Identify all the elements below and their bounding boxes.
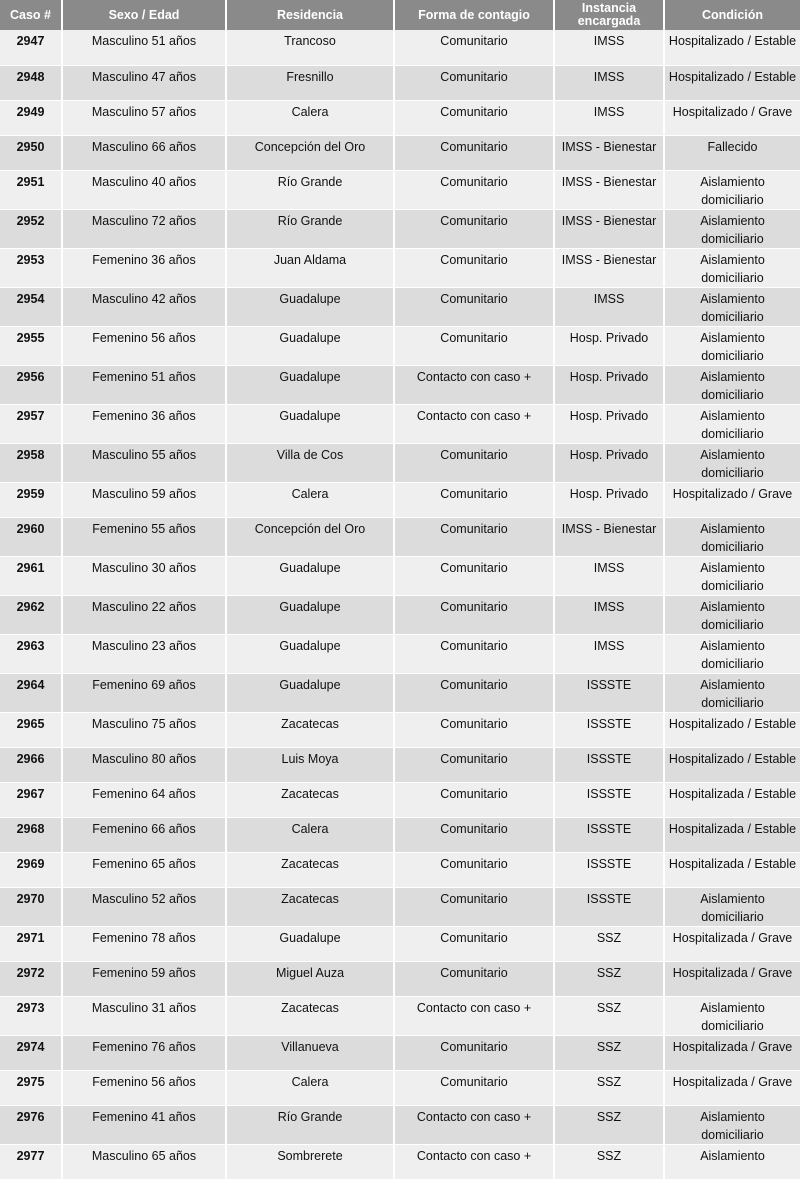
cell-instancia: IMSS - Bienestar [554, 209, 664, 248]
cell-caso: 2970 [0, 887, 62, 926]
cell-instancia: ISSSTE [554, 852, 664, 887]
cell-forma-contagio: Contacto con caso + [394, 1105, 554, 1144]
table-row [0, 673, 800, 712]
cell-forma-contagio: Comunitario [394, 852, 554, 887]
cell-residencia: Calera [226, 1070, 394, 1105]
cell-forma-contagio: Comunitario [394, 135, 554, 170]
cell-forma-contagio: Comunitario [394, 595, 554, 634]
cell-condicion: Aislamiento domiciliario [664, 887, 800, 926]
cell-caso: 2955 [0, 326, 62, 365]
cell-caso: 2963 [0, 634, 62, 673]
cell-condicion: Aislamiento domiciliario [664, 365, 800, 404]
cell-caso: 2967 [0, 782, 62, 817]
header-residencia: Residencia [226, 0, 394, 30]
cell-forma-contagio: Comunitario [394, 1070, 554, 1105]
cell-residencia: Fresnillo [226, 65, 394, 100]
cell-instancia: Hosp. Privado [554, 482, 664, 517]
table-row [0, 30, 800, 65]
cell-sexo-edad: Femenino 41 años [62, 1105, 226, 1144]
cell-forma-contagio: Contacto con caso + [394, 1144, 554, 1179]
table-body [0, 30, 800, 1179]
cell-residencia: Guadalupe [226, 326, 394, 365]
cell-forma-contagio: Contacto con caso + [394, 996, 554, 1035]
cell-residencia: Trancoso [226, 30, 394, 65]
cell-condicion: Hospitalizado / Grave [664, 100, 800, 135]
cell-caso: 2951 [0, 170, 62, 209]
table-row [0, 887, 800, 926]
cell-condicion: Aislamiento domiciliario [664, 595, 800, 634]
cell-residencia: Calera [226, 482, 394, 517]
cell-caso: 2950 [0, 135, 62, 170]
cell-sexo-edad: Femenino 69 años [62, 673, 226, 712]
cell-sexo-edad: Masculino 31 años [62, 996, 226, 1035]
table-row [0, 65, 800, 100]
cell-residencia: Guadalupe [226, 404, 394, 443]
table-row [0, 634, 800, 673]
cell-residencia: Concepción del Oro [226, 517, 394, 556]
cell-caso: 2962 [0, 595, 62, 634]
cell-caso: 2974 [0, 1035, 62, 1070]
table-row [0, 817, 800, 852]
cell-residencia: Calera [226, 100, 394, 135]
cell-instancia: ISSSTE [554, 782, 664, 817]
cell-condicion: Aislamiento domiciliario [664, 209, 800, 248]
cell-caso: 2947 [0, 30, 62, 65]
cell-residencia: Río Grande [226, 170, 394, 209]
cell-condicion: Aislamiento domiciliario [664, 673, 800, 712]
cell-sexo-edad: Masculino 22 años [62, 595, 226, 634]
cell-residencia: Guadalupe [226, 287, 394, 326]
cell-sexo-edad: Masculino 40 años [62, 170, 226, 209]
cell-instancia: Hosp. Privado [554, 326, 664, 365]
cell-condicion: Aislamiento domiciliario [664, 326, 800, 365]
cell-forma-contagio: Comunitario [394, 556, 554, 595]
cell-caso: 2954 [0, 287, 62, 326]
cell-residencia: Zacatecas [226, 996, 394, 1035]
table-row [0, 996, 800, 1035]
table-row [0, 1105, 800, 1144]
cell-residencia: Zacatecas [226, 712, 394, 747]
cell-caso: 2975 [0, 1070, 62, 1105]
cell-condicion: Hospitalizada / Grave [664, 1070, 800, 1105]
cell-residencia: Río Grande [226, 209, 394, 248]
cell-condicion: Aislamiento domiciliario [664, 556, 800, 595]
header-condicion: Condición [664, 0, 800, 30]
cell-condicion: Hospitalizado / Estable [664, 747, 800, 782]
cell-instancia: IMSS [554, 556, 664, 595]
cell-instancia: SSZ [554, 1144, 664, 1179]
cell-residencia: Guadalupe [226, 673, 394, 712]
table-row [0, 443, 800, 482]
cell-condicion: Hospitalizado / Estable [664, 30, 800, 65]
cell-forma-contagio: Comunitario [394, 634, 554, 673]
cell-instancia: Hosp. Privado [554, 404, 664, 443]
cell-forma-contagio: Comunitario [394, 747, 554, 782]
cell-forma-contagio: Comunitario [394, 326, 554, 365]
cell-instancia: ISSSTE [554, 673, 664, 712]
cell-residencia: Sombrerete [226, 1144, 394, 1179]
cell-forma-contagio: Comunitario [394, 30, 554, 65]
cell-residencia: Guadalupe [226, 634, 394, 673]
table-header [0, 0, 800, 30]
cell-sexo-edad: Femenino 59 años [62, 961, 226, 996]
cell-sexo-edad: Femenino 56 años [62, 1070, 226, 1105]
cell-sexo-edad: Masculino 59 años [62, 482, 226, 517]
cell-instancia: IMSS [554, 634, 664, 673]
cell-sexo-edad: Masculino 75 años [62, 712, 226, 747]
cell-condicion: Hospitalizada / Estable [664, 852, 800, 887]
header-sexo-edad: Sexo / Edad [62, 0, 226, 30]
cell-caso: 2964 [0, 673, 62, 712]
cell-caso: 2972 [0, 961, 62, 996]
cell-instancia: IMSS [554, 595, 664, 634]
cell-caso: 2953 [0, 248, 62, 287]
cell-instancia: ISSSTE [554, 712, 664, 747]
cell-condicion: Aislamiento [664, 1144, 800, 1179]
cell-sexo-edad: Femenino 66 años [62, 817, 226, 852]
cell-instancia: IMSS [554, 65, 664, 100]
table-row [0, 135, 800, 170]
cell-condicion: Hospitalizado / Estable [664, 712, 800, 747]
table-row [0, 782, 800, 817]
table-row [0, 926, 800, 961]
cell-sexo-edad: Masculino 23 años [62, 634, 226, 673]
cell-instancia: Hosp. Privado [554, 365, 664, 404]
cell-caso: 2948 [0, 65, 62, 100]
cell-condicion: Fallecido [664, 135, 800, 170]
cell-sexo-edad: Masculino 55 años [62, 443, 226, 482]
cell-condicion: Aislamiento domiciliario [664, 443, 800, 482]
cell-sexo-edad: Femenino 56 años [62, 326, 226, 365]
header-instancia: Instancia encargada [554, 0, 664, 30]
cell-sexo-edad: Femenino 65 años [62, 852, 226, 887]
cell-sexo-edad: Masculino 66 años [62, 135, 226, 170]
cell-sexo-edad: Masculino 42 años [62, 287, 226, 326]
cell-forma-contagio: Contacto con caso + [394, 404, 554, 443]
table-row [0, 1035, 800, 1070]
cell-forma-contagio: Comunitario [394, 443, 554, 482]
table-row [0, 1070, 800, 1105]
cell-caso: 2968 [0, 817, 62, 852]
cell-condicion: Aislamiento domiciliario [664, 634, 800, 673]
cell-instancia: ISSSTE [554, 817, 664, 852]
table-row [0, 517, 800, 556]
cell-instancia: IMSS [554, 287, 664, 326]
table-row [0, 170, 800, 209]
header-caso: Caso # [0, 0, 62, 30]
table-row [0, 248, 800, 287]
table-row [0, 852, 800, 887]
cell-forma-contagio: Comunitario [394, 926, 554, 961]
cell-residencia: Calera [226, 817, 394, 852]
cell-condicion: Aislamiento domiciliario [664, 517, 800, 556]
cell-sexo-edad: Femenino 55 años [62, 517, 226, 556]
cell-forma-contagio: Comunitario [394, 100, 554, 135]
header-row [0, 0, 800, 30]
cell-sexo-edad: Femenino 64 años [62, 782, 226, 817]
cell-residencia: Villanueva [226, 1035, 394, 1070]
cell-forma-contagio: Comunitario [394, 1035, 554, 1070]
table-row [0, 747, 800, 782]
cell-sexo-edad: Femenino 78 años [62, 926, 226, 961]
cell-condicion: Aislamiento domiciliario [664, 1105, 800, 1144]
cell-condicion: Aislamiento domiciliario [664, 248, 800, 287]
cell-residencia: Zacatecas [226, 887, 394, 926]
table-row [0, 365, 800, 404]
cell-caso: 2961 [0, 556, 62, 595]
cell-sexo-edad: Femenino 51 años [62, 365, 226, 404]
cell-condicion: Hospitalizada / Grave [664, 961, 800, 996]
cell-caso: 2958 [0, 443, 62, 482]
cell-condicion: Hospitalizado / Estable [664, 65, 800, 100]
cell-instancia: Hosp. Privado [554, 443, 664, 482]
cell-instancia: IMSS - Bienestar [554, 135, 664, 170]
cell-instancia: SSZ [554, 1070, 664, 1105]
cell-residencia: Guadalupe [226, 926, 394, 961]
cell-condicion: Hospitalizada / Estable [664, 817, 800, 852]
cell-caso: 2971 [0, 926, 62, 961]
cell-forma-contagio: Comunitario [394, 673, 554, 712]
table-row [0, 712, 800, 747]
cell-residencia: Río Grande [226, 1105, 394, 1144]
table-row [0, 326, 800, 365]
cell-instancia: ISSSTE [554, 887, 664, 926]
cell-forma-contagio: Comunitario [394, 209, 554, 248]
cell-forma-contagio: Comunitario [394, 482, 554, 517]
cell-caso: 2965 [0, 712, 62, 747]
cell-caso: 2949 [0, 100, 62, 135]
cell-forma-contagio: Comunitario [394, 782, 554, 817]
cell-instancia: SSZ [554, 926, 664, 961]
cell-residencia: Juan Aldama [226, 248, 394, 287]
cell-instancia: IMSS [554, 30, 664, 65]
table-row [0, 595, 800, 634]
cell-condicion: Hospitalizada / Grave [664, 926, 800, 961]
cell-caso: 2976 [0, 1105, 62, 1144]
cell-caso: 2952 [0, 209, 62, 248]
cell-forma-contagio: Comunitario [394, 517, 554, 556]
cell-caso: 2959 [0, 482, 62, 517]
cell-forma-contagio: Comunitario [394, 170, 554, 209]
cell-sexo-edad: Masculino 80 años [62, 747, 226, 782]
cell-instancia: SSZ [554, 1035, 664, 1070]
cell-instancia: SSZ [554, 961, 664, 996]
header-forma-contagio: Forma de contagio [394, 0, 554, 30]
cell-caso: 2956 [0, 365, 62, 404]
cell-condicion: Aislamiento domiciliario [664, 170, 800, 209]
cell-forma-contagio: Comunitario [394, 248, 554, 287]
cell-caso: 2977 [0, 1144, 62, 1179]
cell-instancia: SSZ [554, 1105, 664, 1144]
table-row [0, 556, 800, 595]
cell-instancia: ISSSTE [554, 747, 664, 782]
table-row [0, 482, 800, 517]
cell-sexo-edad: Femenino 36 años [62, 248, 226, 287]
cell-instancia: IMSS - Bienestar [554, 170, 664, 209]
cell-forma-contagio: Comunitario [394, 817, 554, 852]
cell-residencia: Zacatecas [226, 782, 394, 817]
cell-condicion: Aislamiento domiciliario [664, 404, 800, 443]
cell-condicion: Hospitalizada / Estable [664, 782, 800, 817]
cell-residencia: Concepción del Oro [226, 135, 394, 170]
cell-residencia: Miguel Auza [226, 961, 394, 996]
cell-condicion: Aislamiento domiciliario [664, 996, 800, 1035]
cell-residencia: Guadalupe [226, 556, 394, 595]
cell-forma-contagio: Comunitario [394, 287, 554, 326]
cell-sexo-edad: Masculino 65 años [62, 1144, 226, 1179]
cell-sexo-edad: Masculino 72 años [62, 209, 226, 248]
cell-condicion: Aislamiento domiciliario [664, 287, 800, 326]
cell-forma-contagio: Comunitario [394, 712, 554, 747]
cell-caso: 2960 [0, 517, 62, 556]
table-row [0, 287, 800, 326]
cell-forma-contagio: Comunitario [394, 887, 554, 926]
cell-forma-contagio: Comunitario [394, 65, 554, 100]
cell-instancia: IMSS [554, 100, 664, 135]
cell-forma-contagio: Comunitario [394, 961, 554, 996]
cell-condicion: Hospitalizada / Grave [664, 1035, 800, 1070]
cell-residencia: Guadalupe [226, 365, 394, 404]
cell-sexo-edad: Masculino 30 años [62, 556, 226, 595]
table-row [0, 1144, 800, 1179]
cell-condicion: Hospitalizado / Grave [664, 482, 800, 517]
cell-instancia: SSZ [554, 996, 664, 1035]
cell-caso: 2957 [0, 404, 62, 443]
cell-residencia: Guadalupe [226, 595, 394, 634]
table-row [0, 961, 800, 996]
cell-caso: 2973 [0, 996, 62, 1035]
cell-caso: 2969 [0, 852, 62, 887]
cell-residencia: Luis Moya [226, 747, 394, 782]
cell-caso: 2966 [0, 747, 62, 782]
cell-residencia: Zacatecas [226, 852, 394, 887]
cell-sexo-edad: Masculino 52 años [62, 887, 226, 926]
table-row [0, 100, 800, 135]
cell-sexo-edad: Masculino 47 años [62, 65, 226, 100]
cell-sexo-edad: Masculino 57 años [62, 100, 226, 135]
table-row [0, 404, 800, 443]
cell-sexo-edad: Femenino 76 años [62, 1035, 226, 1070]
cell-forma-contagio: Contacto con caso + [394, 365, 554, 404]
table-row [0, 209, 800, 248]
cell-instancia: IMSS - Bienestar [554, 517, 664, 556]
cell-residencia: Villa de Cos [226, 443, 394, 482]
cell-sexo-edad: Masculino 51 años [62, 30, 226, 65]
cell-instancia: IMSS - Bienestar [554, 248, 664, 287]
cell-sexo-edad: Femenino 36 años [62, 404, 226, 443]
